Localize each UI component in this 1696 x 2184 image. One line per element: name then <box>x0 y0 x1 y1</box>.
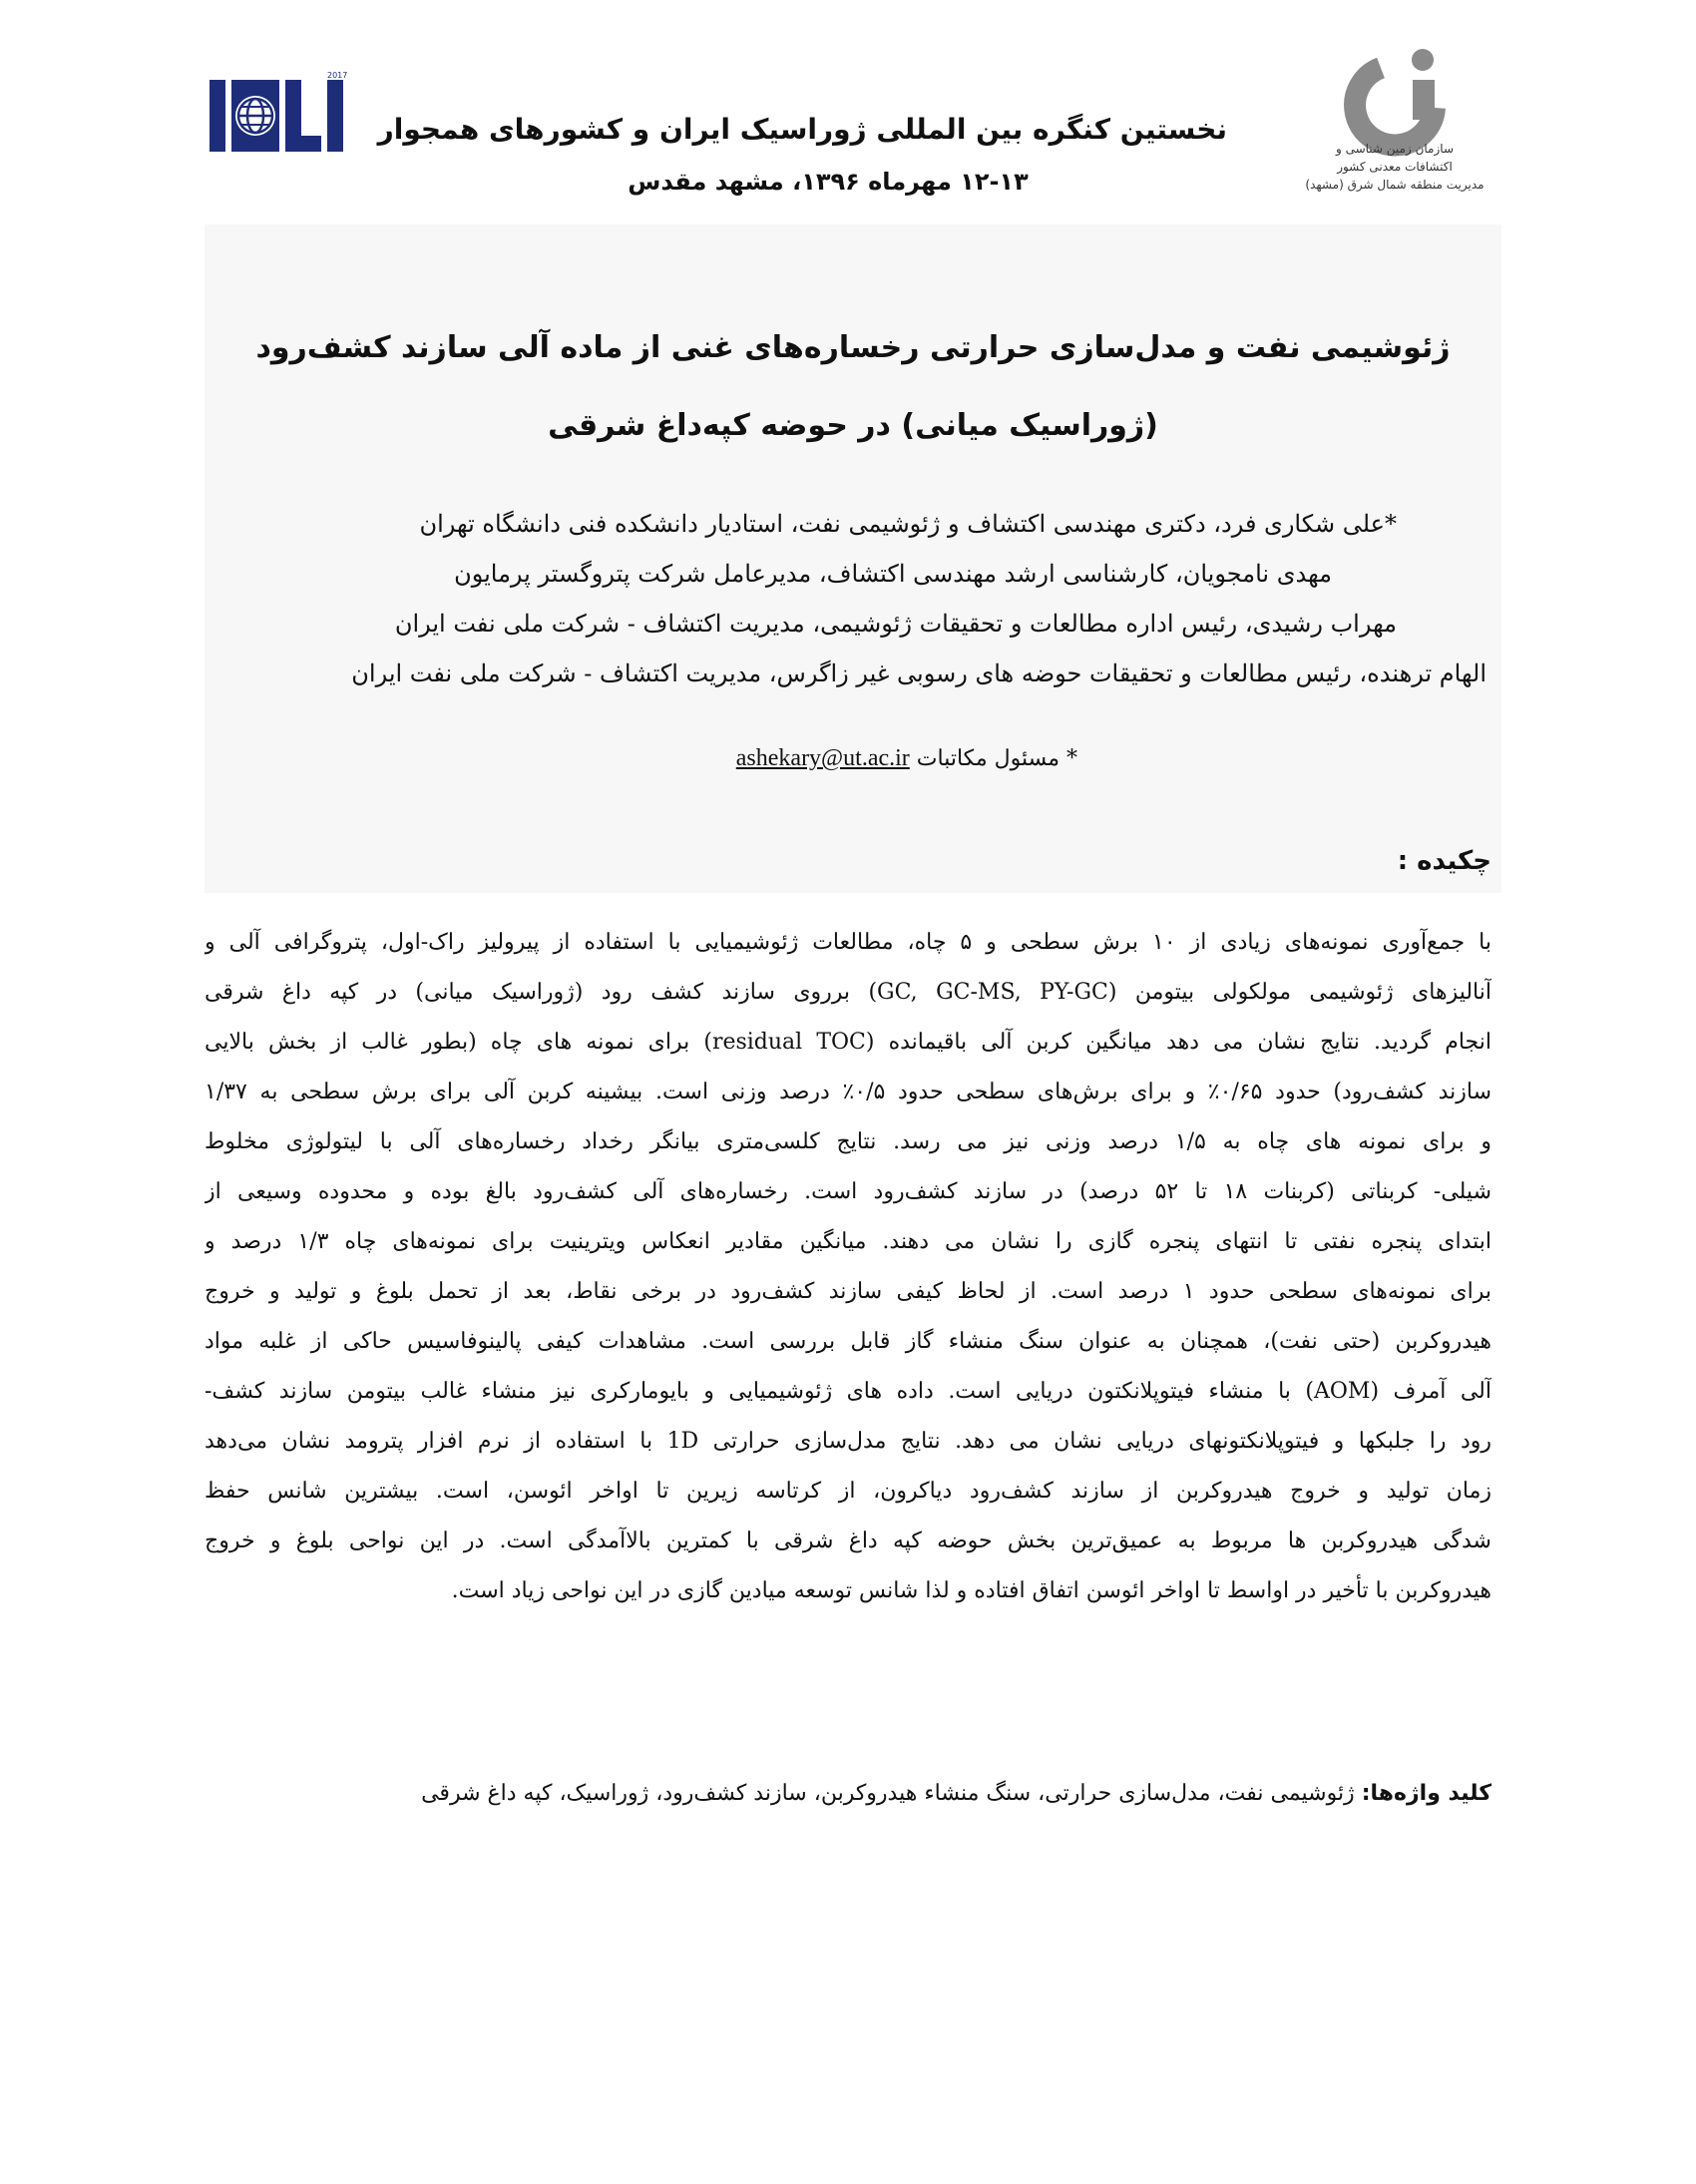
abstract-line: هیدروکربن با تأخیر در اواسط تا اواخر ائوسن اتفاق افتاده و لذا شانس توسعه میادین گازی در این نواحی زیاد است. <box>451 1578 1491 1603</box>
author-affiliation: الهام ترهنده، رئیس مطالعات و تحقیقات حوضه های رسوبی غیر زاگرس، مدیریت اکتشاف - شرکت ملی نفت ایران <box>351 659 1486 687</box>
gsi-caption-line: سازمان زمین شناسی و <box>1335 142 1454 156</box>
keywords <box>205 1774 1491 1814</box>
author-affiliation: مهراب رشیدی، رئیس اداره مطالعات و تحقیقات ژئوشیمی، مدیریت اکتشاف - شرکت ملی نفت ایران <box>394 610 1397 638</box>
keywords-text: ژئوشیمی نفت، مدل‌سازی حرارتی، سنگ منشاء هیدروکربن، سازند کشف‌رود، ژوراسیک، کپه داغ شرقی <box>421 1781 1355 1806</box>
abstract-line: هیدروکربن (حتی نفت)، همچنان به عنوان سنگ منشاء گاز قابل بررسی است. مشاهدات کیفی پالینوفاسیس حاکی از غلبه مواد <box>205 1329 1491 1354</box>
correspondence-label: * مسئول مکاتبات <box>916 746 1077 771</box>
abstract-line: برای نمونه‌های سطحی حدود ۱ درصد است. از لحاظ کیفی سازند کشف‌رود در برخی نقاط، بعد از تحمل بلوغ و تولید و خروج <box>205 1279 1491 1304</box>
abstract-line: آلی آمرف (AOM) با منشاء فیتوپلانکتون دریایی است. داده های ژئوشیمیایی و بایومارکری نیز منشاء غالب بیتومن سازند کشف- <box>205 1379 1491 1404</box>
abstract-body <box>205 918 1491 1616</box>
conference-date: ۱۲-۱۳ مهرماه ۱۳۹۶، مشهد مقدس <box>628 168 1029 196</box>
abstract-line: و برای نمونه های چاه به ۱/۵ درصد وزنی نیز می رسد. نتایج کلسی‌متری بیانگر رخداد رخساره‌های آلی با لیتولوژی مخلوط <box>205 1129 1491 1154</box>
conference-title: نخستین کنگره بین المللی ژوراسیک ایران و کشورهای همجوار <box>377 113 1227 146</box>
abstract-line: زمان تولید و خروج هیدروکربن از سازند کشف‌رود دیاکرون، از کرتاسه زیرین تا اواخر ائوسن، است. بیشترین شانس حفظ <box>205 1479 1491 1504</box>
paper-title-line: ژئوشیمی نفت و مدل‌سازی حرارتی رخساره‌های غنی از ماده آلی سازند کشف‌رود <box>255 330 1451 365</box>
author-list <box>205 499 1491 698</box>
abstract-line: شدگی هیدروکربن ها مربوط به عمیق‌ترین بخش حوضه کپه داغ شرقی با کمترین بالاآمدگی است. در این نواحی بلوغ و خروج <box>205 1529 1491 1553</box>
igcp-globe-logo-icon <box>208 70 357 162</box>
paper-title <box>229 309 1477 465</box>
corresponding-author <box>638 740 1077 777</box>
author-affiliation: *علی شکاری فرد، دکتری مهندسی اکتشاف و ژئوشیمی نفت، استادیار دانشکده فنی دانشگاه تهران <box>419 510 1397 538</box>
keywords-label: کلید واژه‌ها: <box>1361 1781 1491 1806</box>
paper-title-line: (ژوراسیک میانی) در حوضه کپه‌داغ شرقی <box>548 408 1158 443</box>
email-link[interactable]: ashekary@ut.ac.ir <box>735 745 910 771</box>
gsi-caption-line: اکتشافات معدنی کشور <box>1337 160 1453 174</box>
gsi-logo-caption <box>1295 140 1494 194</box>
abstract-line: آنالیزهای ژئوشیمی مولکولی بیتومن (GC, GC-MS, PY-GC) برروی سازند کشف رود (ژوراسیک میانی) در کپه داغ شرقی <box>205 980 1491 1005</box>
abstract-line: ابتدای پنجره نفتی تا انتهای پنجره گازی را نشان می دهند. میانگین مقادیر انعکاس ویترینیت برای نمونه‌های چاه ۱/۳ درصد و <box>205 1229 1491 1254</box>
author-affiliation: مهدی نامجویان، کارشناسی ارشد مهندسی اکتشاف، مدیرعامل شرکت پتروگستر پرمایون <box>454 560 1332 588</box>
abstract-heading: چکیده : <box>1397 846 1491 876</box>
abstract-line: شیلی- کربناتی (کربنات ۱۸ تا ۵۲ درصد) در سازند کشف‌رود است. رخساره‌های آلی کشف‌رود بالغ بوده و محدوده وسیعی از <box>205 1179 1491 1204</box>
gsi-caption-line: مدیریت منطقه شمال شرق (مشهد) <box>1305 178 1484 192</box>
abstract-line: سازند کشف‌رود) حدود ۰/۶۵٪ و برای برش‌های سطحی حدود ۰/۵٪ درصد وزنی است. بیشینه کربن آلی برای برش سطحی به ۱/۳۷ <box>205 1080 1491 1104</box>
abstract-line: با جمع‌آوری نمونه‌های زیادی از ۱۰ برش سطحی و ۵ چاه، مطالعات ژئوشیمیایی با استفاده از پیرولیز راک-اول، پتروگرافی آلی و <box>205 930 1491 955</box>
abstract-line: رود را جلبکها و فیتوپلانکتونهای دریایی نشان می دهد. نتایج مدل‌سازی حرارتی 1D با استفاده از نرم افزار پترومد نشان می‌دهد <box>205 1429 1491 1454</box>
logo-year: 2017 <box>327 71 348 80</box>
abstract-line: انجام گردید. نتایج نشان می دهد میانگین کربن آلی باقیمانده (residual TOC) برای نمونه های چاه (بطور غالب از بخش بالایی <box>205 1030 1491 1055</box>
